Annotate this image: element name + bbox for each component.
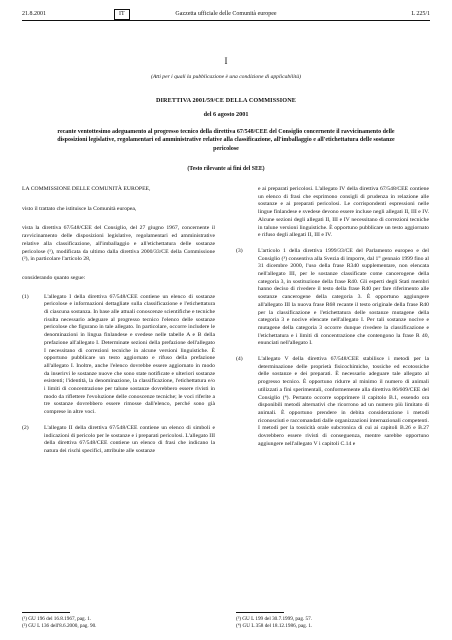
recital-2 [22, 425, 215, 456]
journal-title: Gazzetta ufficiale delle Comunità europee [175, 11, 277, 17]
recital-number: (3) [236, 247, 243, 254]
recital-text: L'articolo 1 della direttiva 1999/33/CE del Parlamento europeo e del Consiglio (³) consentiva alla Svezia di imporre, dal 1° gennaio 1999 fino al 31 dicembre 2000, l'uso della frase R340 supplementare, non elencata nell'allegato III, per le sostanze classificate come cancerogene della categoria 3, in sostituzione della frase R40. Gli esperti degli Stati membri hanno deciso di rivedere il testo della frase R40 per fare riferimento alle sostanze cancerogene della categoria 3. È opportuno aggiungere all'allegato III la nuova frase R68 recante il testo originale della frase R40 per la classificazione e l'etichettatura delle sostanze mutagene della categoria 3 e nocive elencate nell'allegato I. Per tali sostanze nocive e mutagene della categoria 3 occorre dunque rivedere la classificazione e l'etichettatura e i limiti di concentrazione che contengono la frase R 40, enunciati nell'allegato I. [258, 247, 429, 347]
recital-number: (1) [22, 293, 29, 300]
eea-relevance: (Testo rilevante ai fini del SEE) [187, 166, 265, 172]
visto-clause: visto il trattato che istituisce la Comunità europea, [22, 205, 137, 212]
footnotes-right [236, 616, 429, 631]
footnotes-left [22, 616, 215, 631]
footnote: (¹) GU 196 del 16.8.1967, pag. 1. [22, 616, 92, 622]
right-column [236, 186, 429, 457]
recital-3 [236, 248, 429, 348]
recital-number: (4) [236, 356, 243, 363]
recital-text: e ai preparati pericolosi. L'allegato IV della direttiva 67/548/CEE contiene un elenco di frasi che esprimono consigli di prudenza in relazione alle sostanze e ai preparati pericolosi. Le corrispondenti espressioni nelle lingue finlandese e svedese devono essere incluse negli allegati II, III e IV. Alcune sezioni degli allegati II, III e IV necessitano di correzioni tecniche in talune versioni linguistiche. È opportuno pubblicare un testo aggiornato e rifuso degli allegati II, III e IV. [258, 186, 429, 239]
recital-text: L'allegato I della direttiva 67/548/CEE contiene un elenco di sostanze pericolose e informazioni dettagliate sulla classificazione e l'etichettatura di ciascuna sostanza. In base alle attuali conoscenze scientifiche e tecniche risulta necessario adeguare al progresso tecnico l'elenco delle sostanze pericolose che figurano in tale allegato. In particolare, occorre includere le denominazioni in lingua finlandese e svedese nelle tabelle A e B della prefazione all'allegato I. Determinate sezioni della prefazione dell'allegato I necessitano di correzioni tecniche in alcune versioni linguistiche. È opportuno pubblicare un testo aggiornato e rifuso della prefazione all'allegato I. Inoltre, anche l'elenco dovrebbe essere aggiornato in modo da inserirvi le sostanze nuove che sono state notificate e ulteriori sostanze esistenti; l'identità, la denominazione, la classificazione, l'etichettatura e/o i limiti di concentrazione per talune sostanze dovrebbero essere rivisti in modo da riflettere l'evoluzione delle conoscenze tecniche; le voci riferite a tre sostanze dovrebbero essere rimosse dall'elenco, perché sono già comprese in altre voci. [44, 293, 215, 416]
considerando-line: considerando quanto segue: [22, 274, 86, 281]
directive-title: DIRETTIVA 2001/59/CE DELLA COMMISSIONE [155, 97, 296, 104]
recital-2-continued [236, 186, 429, 240]
footnote-divider-right [236, 612, 284, 613]
page-header [22, 8, 430, 20]
footnote: (²) GU L 136 dell'8.6.2000, pag. 90. [22, 623, 97, 630]
directive-summary: recante ventottesimo adeguamento al progresso tecnico della direttiva 67/548/CEE del Consiglio concernente il ravvicinamento delle disposizioni legislative, regolamentari ed amministrative relative alla classificazione, all'imballaggio e all'etichettatura delle sostanze pericolose [57, 129, 395, 152]
section-numeral: I [224, 56, 228, 66]
recital-text: L'allegato II della direttiva 67/548/CEE contiene un elenco di simboli e indicazioni di pericolo per le sostanze e i preparati pericolosi. L'allegato III della direttiva 67/548/CEE contiene un elenco di frasi che indicano la natura dei rischi specifici, attribuite alle sostanze [44, 424, 215, 454]
section-note: (Atti per i quali la pubblicazione è una condizione di applicabilità) [150, 74, 302, 80]
recital-text: L'allegato V della direttiva 67/548/CEE stabilisce i metodi per la determinazione delle proprietà fisicochimiche, tossiche ed ecotossiche delle sostanze e dei preparati. È necessario adeguare tale allegato al progresso tecnico. È opportuno ridurre al minimo il numero di animali utilizzati a fini sperimentali, conformemente alla direttiva 86/609/CEE del Consiglio (⁴). Pertanto occorre sopprimere il capitolo B.1, essendo ora disponibili metodi alternativi che ricorrono ad un numero più limitato di animali. È opportuno prendere in debita considerazione i metodi riconosciuti e raccomandati dalle organizzazioni internazionali competenti. I metodi per la tossicità orale subcronica di cui ai capitoli B.26 e B.27 dovrebbero essere rivisti di conseguenza, mentre sarebbe opportuno aggiungere nell'allegato V i capitoli C.14 e [258, 356, 429, 447]
language-badge: IT [114, 9, 130, 20]
directive-date: del 6 agosto 2001 [203, 111, 249, 118]
footnote: (³) GU L 199 del 30.7.1999, pag. 57. [236, 616, 312, 622]
recital-number: (2) [22, 424, 29, 431]
vista-clause: vista la direttiva 67/548/CEE del Consiglio, del 27 giugno 1967, concernente il ravvicinamento delle disposizioni legislative, regolamentari ed amministrative relative alla classificazione, all'imballaggio e all'etichettatura delle sostanze pericolose (¹), modificata da ultimo dalla direttiva 2000/33/CE della Commissione (²), in particolare l'articolo 28, [22, 225, 215, 263]
footnote-divider-left [22, 612, 70, 613]
recital-1 [22, 294, 215, 417]
header-divider [22, 20, 430, 21]
page-reference: L 225/1 [411, 11, 430, 17]
intro-line: LA COMMISSIONE DELLE COMUNITÀ EUROPEE, [22, 186, 151, 192]
footnote: (⁴) GU L 358 del 18.12.1986, pag. 1. [236, 623, 313, 630]
recital-4 [236, 356, 429, 448]
left-column [22, 186, 215, 464]
header-date: 21.8.2001 [22, 11, 46, 17]
